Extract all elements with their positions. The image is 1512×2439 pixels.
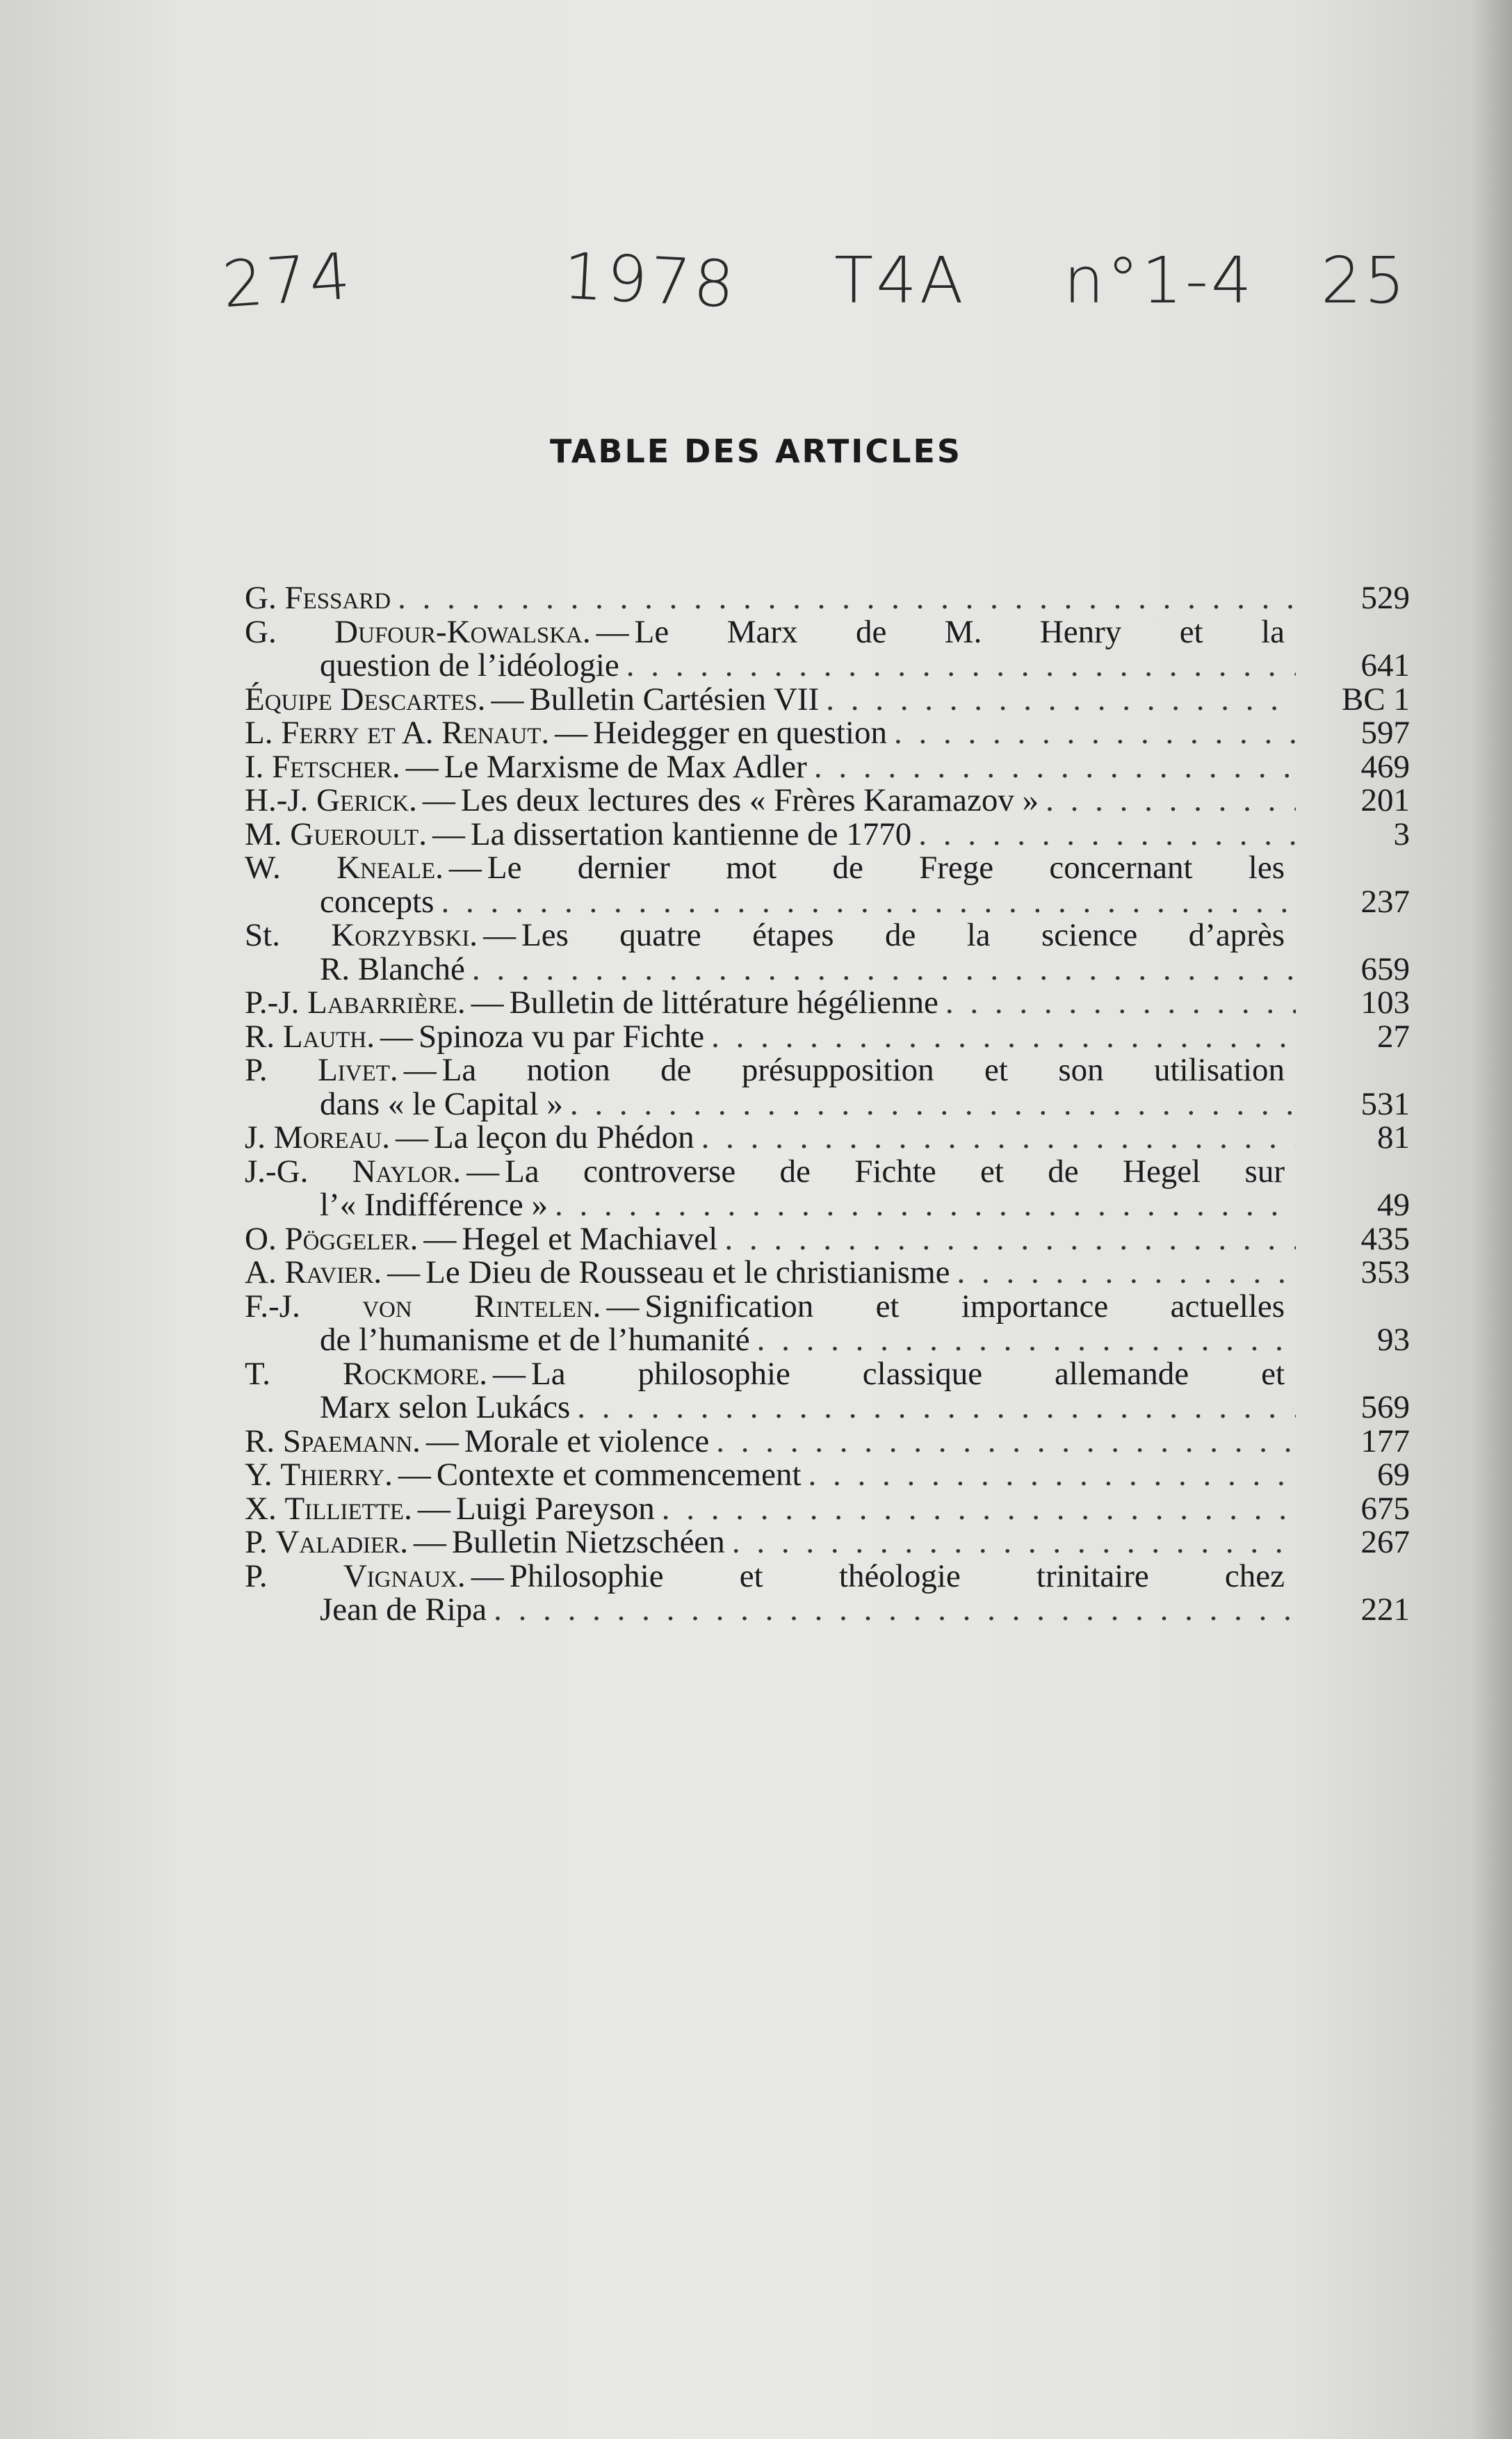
article-title: question de l’idéologie (320, 647, 619, 683)
page-edge-shadow (1470, 0, 1512, 2439)
dash-separator: — (398, 1457, 431, 1493)
entry-text (245, 1155, 1285, 1189)
page-number: 201 (1360, 782, 1410, 818)
dash-separator: — (396, 1119, 429, 1156)
dash-separator: — (422, 782, 455, 818)
toc-entry (245, 1222, 1410, 1256)
author-initial: W. (245, 850, 281, 886)
author-initial: T. (245, 1355, 270, 1392)
author-initial: P. (245, 1557, 268, 1594)
toc-entry-line (245, 716, 1410, 750)
toc-entry (245, 615, 1410, 683)
toc-entry-line (245, 986, 1410, 1020)
dash-separator: — (606, 1288, 640, 1324)
author-initial: J.-G. (245, 1153, 309, 1190)
toc-entry-line (245, 1458, 1410, 1492)
dot-leader (814, 750, 1296, 784)
page-number: 3 (1393, 816, 1410, 852)
entry-text (245, 1492, 655, 1526)
handwritten-shelf-note (220, 238, 1408, 334)
dot-leader (716, 1425, 1296, 1459)
toc-entry (245, 1425, 1410, 1459)
author-initial: St. (245, 917, 280, 953)
toc-entry-line (245, 1323, 1410, 1357)
dot-leader (711, 1020, 1296, 1054)
author-name: Gueroult. (290, 816, 427, 852)
article-title: Hegel et Machiavel (462, 1220, 718, 1257)
article-title: Morale et violence (464, 1423, 710, 1459)
author-name: Rockmore. (342, 1355, 488, 1392)
page-number: 435 (1360, 1220, 1410, 1257)
author-initial: Y. (245, 1457, 273, 1493)
article-title: Jean de Ripa (320, 1591, 487, 1628)
article-title: Marx selon Lukács (320, 1389, 571, 1425)
author-initial: A. (245, 1254, 277, 1290)
toc-entry (245, 986, 1410, 1020)
table-of-articles (245, 581, 1410, 1627)
author-name: Ferry et A. Renaut. (281, 715, 550, 751)
dot-leader (826, 683, 1296, 717)
toc-entry-line (245, 581, 1410, 615)
dot-leader (957, 1256, 1296, 1290)
page-number: 81 (1377, 1119, 1410, 1156)
page-number: 49 (1377, 1187, 1410, 1223)
dot-leader (724, 1222, 1296, 1256)
dot-leader (626, 649, 1296, 683)
page-number: 353 (1360, 1254, 1410, 1290)
author-name: Équipe Descartes. (245, 681, 486, 718)
page-number: 221 (1360, 1591, 1410, 1628)
entry-text (245, 1559, 1285, 1594)
author-name: Ravier. (284, 1254, 382, 1290)
dot-leader (701, 1121, 1296, 1155)
author-name: Labarrière. (307, 984, 466, 1021)
author-initial: M. (245, 816, 282, 852)
entry-text (320, 1391, 570, 1425)
dot-leader (732, 1525, 1296, 1559)
toc-entry-line (245, 1425, 1410, 1459)
article-title: La dissertation kantienne de 1770 (470, 816, 912, 852)
author-initial: G. (245, 613, 277, 650)
handwritten-count: 25 (1321, 243, 1408, 318)
author-initial: R. (245, 1423, 275, 1459)
page-number: 103 (1360, 984, 1410, 1021)
toc-entry-line (245, 950, 1410, 987)
author-name: Fetscher. (272, 748, 400, 785)
toc-entry-line (245, 750, 1410, 784)
entry-text (245, 615, 1285, 649)
page-number: 597 (1360, 715, 1410, 751)
author-name: Vignaux. (343, 1557, 466, 1594)
dash-separator: — (387, 1254, 421, 1290)
toc-entry-line (245, 1391, 1410, 1425)
toc-entry-line (245, 1357, 1410, 1391)
author-name: Kneale. (336, 850, 444, 886)
page-number: 469 (1360, 748, 1410, 785)
author-name: Pöggeler. (284, 1220, 418, 1257)
article-title: Philosophie et théologie trinitaire chez (509, 1557, 1285, 1594)
toc-entry (245, 716, 1410, 750)
dash-separator: — (417, 1490, 450, 1527)
entry-text (245, 1256, 950, 1290)
entry-text (245, 1458, 802, 1492)
toc-entry (245, 1525, 1410, 1559)
article-title: La notion de présupposition et son utilisation (441, 1052, 1285, 1088)
dot-leader (894, 716, 1296, 750)
toc-entry (245, 1155, 1410, 1222)
article-title: dans « le Capital » (320, 1085, 563, 1122)
entry-text (245, 1525, 725, 1559)
handwritten-number: 274 (220, 238, 356, 323)
entry-text (245, 986, 938, 1020)
dash-separator: — (471, 1557, 504, 1594)
dot-leader (494, 1593, 1296, 1627)
toc-entry-line (245, 1155, 1410, 1189)
entry-text (245, 784, 1039, 818)
author-name: Lauth. (282, 1018, 375, 1055)
entry-text (245, 818, 911, 852)
page-number: 27 (1377, 1018, 1410, 1055)
article-title: La leçon du Phédon (434, 1119, 694, 1156)
article-title: Le Dieu de Rousseau et le christianisme (425, 1254, 950, 1290)
article-title: La controverse de Fichte et de Hegel sur (505, 1153, 1285, 1190)
entry-text (245, 1425, 709, 1459)
page-number: 675 (1360, 1490, 1410, 1527)
dash-separator: — (466, 1153, 500, 1190)
dot-leader (918, 818, 1296, 852)
entry-text (245, 1357, 1285, 1391)
toc-entry-line (245, 885, 1410, 919)
dash-separator: — (483, 917, 517, 953)
article-title: Spinoza vu par Fichte (418, 1018, 705, 1055)
toc-entry-line (245, 851, 1410, 885)
toc-entry-line (245, 1492, 1410, 1526)
dot-leader (570, 1087, 1296, 1121)
dash-separator: — (596, 613, 629, 650)
article-title: Bulletin Cartésien VII (529, 681, 820, 718)
dash-separator: — (380, 1018, 413, 1055)
author-name: Livet. (318, 1052, 398, 1088)
page-number: 177 (1360, 1423, 1410, 1459)
toc-entry (245, 1492, 1410, 1526)
toc-entry (245, 1458, 1410, 1492)
page-number: 93 (1377, 1322, 1410, 1358)
article-title: Les quatre étapes de la science d’après (521, 917, 1285, 953)
author-name: Moreau. (273, 1119, 391, 1156)
dash-separator: — (432, 816, 465, 852)
toc-entry (245, 1053, 1410, 1121)
dash-separator: — (413, 1524, 446, 1560)
article-title: Le Marxisme de Max Adler (444, 748, 807, 785)
dot-leader (441, 885, 1296, 919)
entry-text (320, 1323, 750, 1357)
author-name: Fessard (284, 580, 391, 616)
article-title: Le dernier mot de Frege concernant les (487, 850, 1285, 886)
author-name: Gerick. (316, 782, 417, 818)
author-initial: J. (245, 1119, 266, 1156)
dash-separator: — (555, 715, 588, 751)
dash-separator: — (491, 681, 524, 718)
toc-entry-line (245, 1053, 1410, 1087)
toc-entry (245, 1020, 1410, 1054)
toc-entry (245, 1559, 1410, 1627)
entry-text (245, 851, 1285, 885)
toc-entry-line (245, 1222, 1410, 1256)
handwritten-year: 1978 (561, 238, 739, 323)
article-title: R. Blanché (320, 950, 465, 987)
entry-text (245, 1222, 717, 1256)
dash-separator: — (425, 1423, 459, 1459)
article-title: concepts (320, 883, 434, 920)
author-name: Naylor. (352, 1153, 462, 1190)
article-title: Luigi Pareyson (455, 1490, 655, 1527)
author-initial: P. (245, 1052, 268, 1088)
toc-entry-line (245, 1087, 1410, 1121)
entry-text (245, 1290, 1285, 1324)
dot-leader (1046, 784, 1296, 818)
toc-entry-line (245, 1593, 1410, 1627)
handwritten-volume: T4A (834, 243, 966, 318)
article-title: Signification et importance actuelles (644, 1288, 1285, 1324)
dash-separator: — (423, 1220, 457, 1257)
toc-entry-line (245, 683, 1410, 717)
toc-entry-line (245, 1121, 1410, 1155)
entry-text (245, 750, 807, 784)
author-name: Korzybski. (331, 917, 478, 953)
article-title: Bulletin Nietzschéen (451, 1524, 725, 1560)
toc-entry (245, 581, 1410, 615)
toc-entry-line (245, 1525, 1410, 1559)
author-name: Valadier. (275, 1524, 408, 1560)
dash-separator: — (405, 748, 439, 785)
article-title: Le Marx de M. Henry et la (634, 613, 1285, 650)
author-initial: R. (245, 1018, 275, 1055)
entry-text (320, 1593, 487, 1627)
article-title: de l’humanisme et de l’humanité (320, 1322, 750, 1358)
author-initial: L. (245, 715, 273, 751)
page-number: BC 1 (1342, 681, 1410, 718)
toc-entry (245, 683, 1410, 717)
author-initial: X. (245, 1490, 277, 1527)
article-title: Heidegger en question (593, 715, 887, 751)
page-title: TABLE DES ARTICLES (549, 432, 963, 470)
dot-leader (472, 953, 1296, 987)
article-title: l’« Indifférence » (320, 1187, 548, 1223)
entry-text (320, 649, 619, 683)
toc-entry-line (245, 1559, 1410, 1594)
page-number: 267 (1360, 1524, 1410, 1560)
article-title: Bulletin de littérature hégélienne (509, 984, 938, 1021)
dot-leader (398, 581, 1296, 615)
page-number: 531 (1360, 1085, 1410, 1122)
author-initial: P.-J. (245, 984, 300, 1021)
entry-text (320, 950, 465, 987)
page-number: 659 (1360, 950, 1410, 987)
toc-entry (245, 1357, 1410, 1425)
toc-entry (245, 1121, 1410, 1155)
page-number: 69 (1377, 1457, 1410, 1493)
toc-entry-line (245, 1020, 1410, 1054)
entry-text (245, 1053, 1285, 1087)
article-title: Les deux lectures des « Frères Karamazov » (460, 782, 1039, 818)
toc-entry (245, 818, 1410, 852)
handwritten-issues: n°1-4 (1064, 243, 1255, 318)
toc-entry (245, 784, 1410, 818)
toc-entry (245, 851, 1410, 918)
entry-text (245, 683, 819, 717)
dot-leader (662, 1492, 1296, 1526)
toc-entry-line (245, 918, 1410, 953)
author-name: Dufour-Kowalska. (334, 613, 591, 650)
dot-leader (757, 1323, 1296, 1357)
article-title: La philosophie classique allemande et (531, 1355, 1285, 1392)
dot-leader (945, 986, 1296, 1020)
author-initial: O. (245, 1220, 277, 1257)
entry-text (245, 1121, 694, 1155)
toc-entry-line (245, 1188, 1410, 1222)
dot-leader (555, 1188, 1296, 1222)
dot-leader (577, 1391, 1296, 1425)
author-initial: I. (245, 748, 264, 785)
author-name: Tilliette. (284, 1490, 412, 1527)
page-number: 641 (1360, 647, 1410, 683)
author-name: von Rintelen. (362, 1288, 601, 1324)
entry-text (245, 1020, 704, 1054)
entry-text (320, 885, 434, 919)
author-initial: P. (245, 1524, 268, 1560)
toc-entry-line (245, 649, 1410, 683)
author-initial: F.-J. (245, 1288, 300, 1324)
author-name: Spaemann. (282, 1423, 421, 1459)
dash-separator: — (403, 1052, 437, 1088)
toc-entry (245, 750, 1410, 784)
article-title: Contexte et commencement (436, 1457, 802, 1493)
dot-leader (808, 1458, 1296, 1492)
entry-text (320, 1188, 548, 1222)
dash-separator: — (493, 1355, 526, 1392)
toc-entry-line (245, 818, 1410, 852)
dash-separator: — (448, 850, 482, 886)
toc-entry-line (245, 1290, 1410, 1324)
toc-entry (245, 1290, 1410, 1357)
entry-text (245, 581, 391, 615)
toc-entry-line (245, 784, 1410, 818)
page-number: 569 (1360, 1389, 1410, 1425)
toc-entry-line (245, 615, 1410, 649)
toc-entry-line (245, 1256, 1410, 1290)
entry-text (320, 1087, 563, 1121)
dash-separator: — (471, 984, 504, 1021)
toc-entry (245, 1256, 1410, 1290)
author-initial: G. (245, 580, 277, 616)
page-number: 529 (1360, 580, 1410, 616)
author-name: Thierry. (280, 1457, 393, 1493)
toc-entry (245, 918, 1410, 986)
entry-text (245, 716, 887, 750)
page-number: 237 (1360, 883, 1410, 920)
author-initial: H.-J. (245, 782, 309, 818)
entry-text (245, 918, 1285, 953)
